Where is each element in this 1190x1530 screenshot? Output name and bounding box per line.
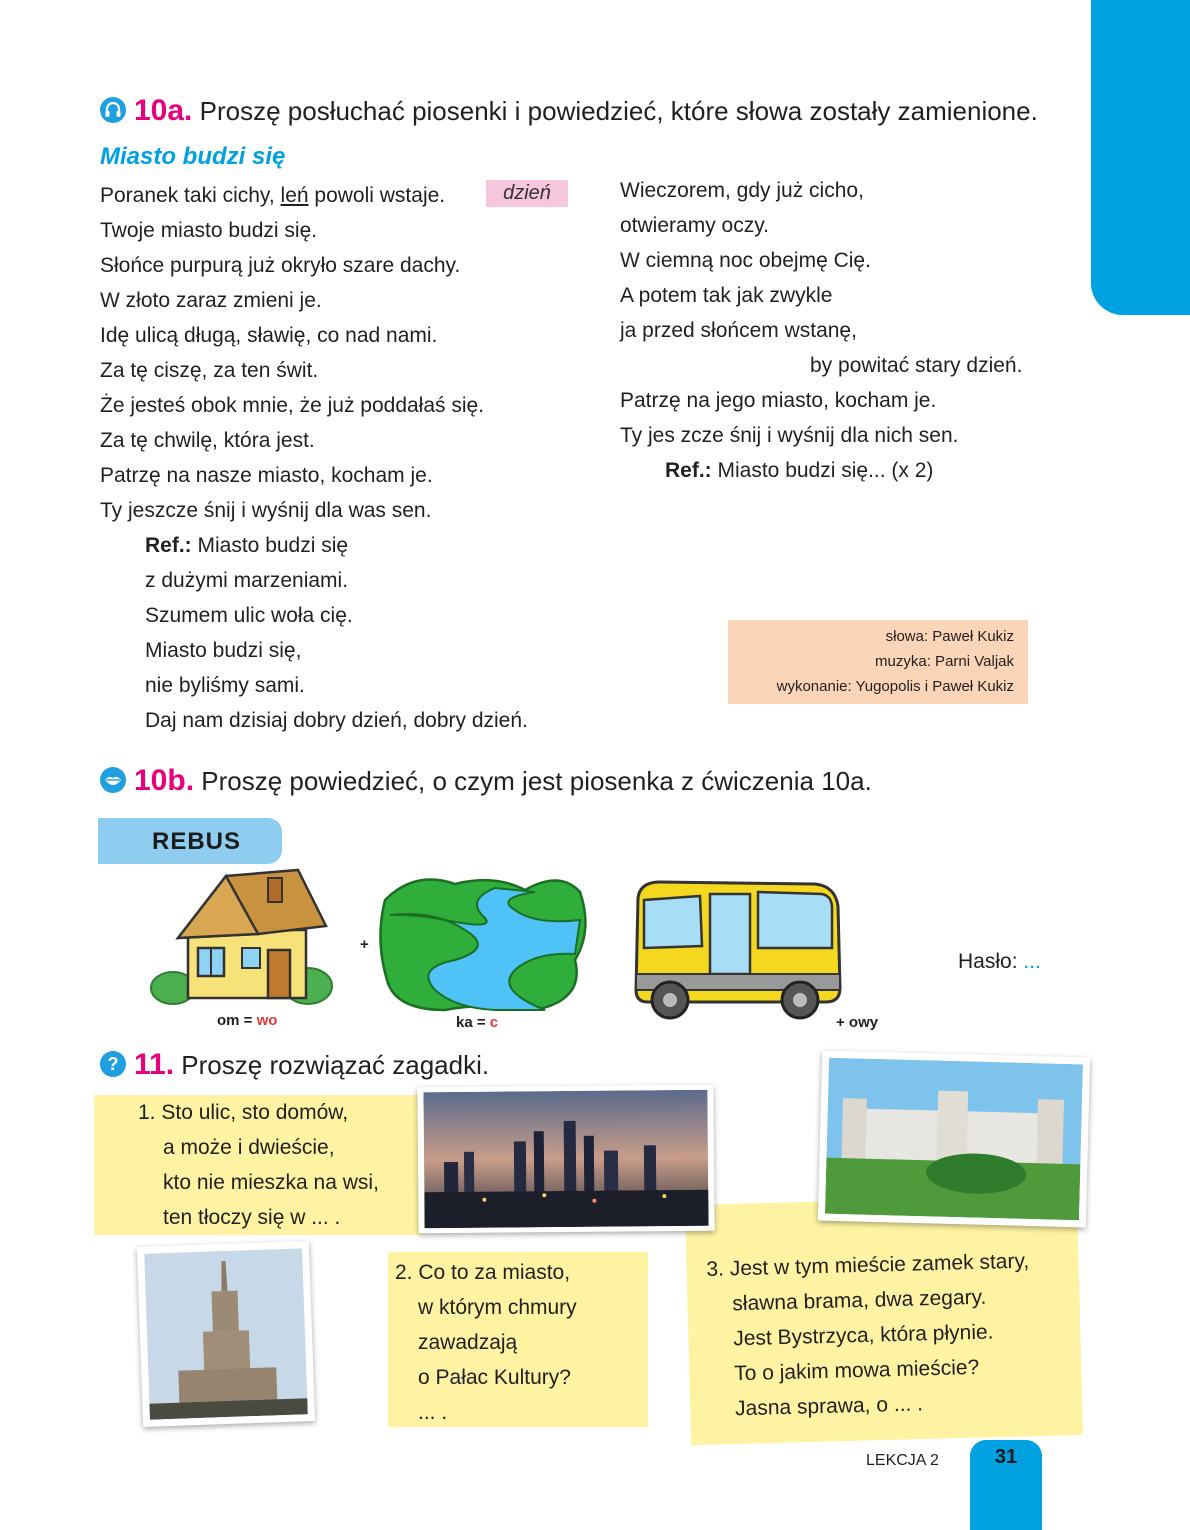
side-tab (1091, 0, 1190, 315)
rebus-answer: Hasło: ... (958, 950, 1041, 973)
exercise-10b-header (100, 764, 872, 798)
song-line: Wieczorem, gdy już cicho, (620, 179, 864, 202)
song-line: W złoto zaraz zmieni je. (100, 289, 322, 312)
song-line: Ty jes zcze śnij i wyśnij dla nich sen. (620, 424, 959, 447)
song-line: Idę ulicą długą, sławię, co nad nami. (100, 324, 438, 347)
song-line: Patrzę na nasze miasto, kocham je. (100, 464, 433, 487)
refrain-line: z dużymi marzeniami. (145, 569, 349, 592)
song-line: W ciemną noc obejmę Cię. (620, 249, 871, 272)
rebus-caption-river: ka = c (456, 1014, 499, 1031)
riddle-3: 3. Jest w tym mieście zamek stary, sławna brama, dwa zegary. Jest Bystrzyca, która płynie. To o jakim mowa mieście? Jasna sprawa, o ... . (706, 1249, 1030, 1421)
city-skyline-photo (417, 1085, 714, 1234)
exercise-11-header (100, 1048, 489, 1082)
exercise-instruction: Proszę posłuchać piosenki i powiedzieć, które słowa zostały zamienione. (199, 96, 1038, 126)
song-line: Za tę ciszę, za ten świt. (100, 359, 319, 382)
song-line-first: Poranek taki cichy, leń powoli wstaje. (100, 184, 446, 207)
song-line: Za tę chwilę, która jest. (100, 429, 315, 452)
refrain-line: nie byliśmy sami. (145, 674, 305, 697)
exercise-number: 10b. (134, 764, 195, 797)
exercise-number: 10a. (134, 94, 193, 127)
rebus-caption-bus: + owy (836, 1014, 879, 1031)
ref-label: Ref.: (665, 459, 712, 482)
exercise-instruction: Proszę powiedzieć, o czym jest piosenka z ćwiczenia 10a. (201, 766, 872, 796)
song-line: otwieramy oczy. (620, 214, 769, 237)
song-line: Że jesteś obok mnie, że już poddałaś się. (100, 394, 485, 417)
correction-box: dzień (486, 180, 568, 207)
lesson-label: LEKCJA 2 (866, 1452, 939, 1469)
lips-icon (100, 767, 126, 793)
song-line: by powitać stary dzień. (810, 354, 1023, 377)
rebus-caption-house: om = wo (217, 1012, 278, 1029)
headphones-icon (100, 97, 126, 123)
refrain-repeat: Ref.: Miasto budzi się... (x 2) (665, 459, 934, 482)
refrain-line: Szumem ulic woła cię. (145, 604, 353, 627)
song-line: Twoje miasto budzi się. (100, 219, 318, 242)
castle-photo (818, 1051, 1090, 1228)
refrain-line: Miasto budzi się, (145, 639, 302, 662)
house-illustration (148, 868, 338, 1008)
page-number: 31 (994, 1446, 1018, 1468)
replaced-word: leń (280, 184, 309, 207)
riddle-1: 1. Sto ulic, sto domów, a może i dwieście, kto nie mieszka na wsi, ten tłoczy się w ... . (138, 1101, 379, 1229)
question-icon: ? (100, 1051, 126, 1077)
song-line: Słońce purpurą już okryło szare dachy. (100, 254, 461, 277)
song-line: ja przed słońcem wstanę, (620, 319, 857, 342)
exercise-instruction: Proszę rozwiązać zagadki. (181, 1050, 490, 1080)
refrain-line: Daj nam dzisiaj dobry dzień, dobry dzień. (145, 709, 528, 732)
refrain-line: Ref.: Miasto budzi się (145, 534, 349, 557)
song-line: A potem tak jak zwykle (620, 284, 833, 307)
rebus-plus: + (360, 936, 369, 953)
exercise-number: 11. (134, 1048, 175, 1081)
exercise-10a-header (100, 94, 1038, 128)
song-line: Ty jeszcze śnij i wyśnij dla was sen. (100, 499, 432, 522)
riddle-2: 2. Co to za miasto, w którym chmury zawadzają o Pałac Kultury? ... . (395, 1261, 577, 1424)
song-credits: słowa: Paweł Kukiz muzyka: Parni Valjak wykonanie: Yugopolis i Paweł Kukiz (728, 620, 1028, 704)
song-line: Patrzę na jego miasto, kocham je. (620, 389, 937, 412)
palace-of-culture-photo (137, 1241, 315, 1427)
rebus-label: REBUS (98, 818, 282, 864)
song-title: Miasto budzi się (100, 143, 286, 170)
river-illustration (375, 870, 595, 1015)
ref-label: Ref.: (145, 534, 192, 557)
bus-illustration (630, 878, 845, 1023)
